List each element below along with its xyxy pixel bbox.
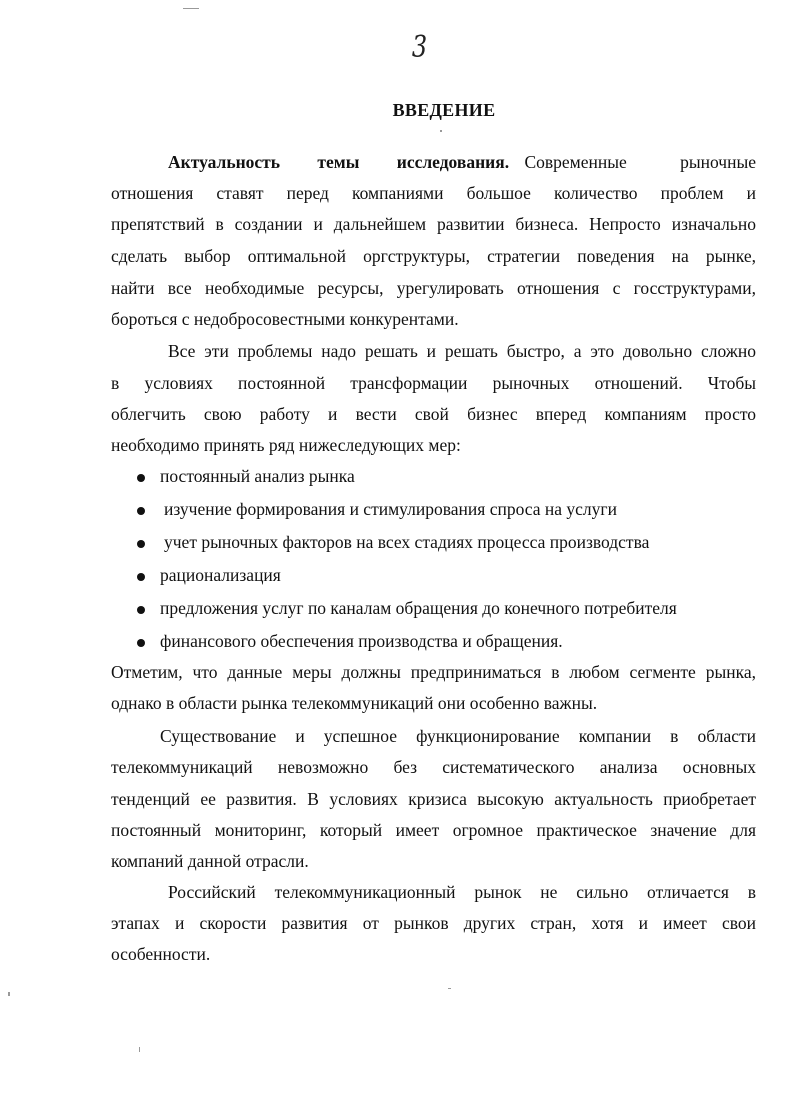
scan-speck (440, 130, 442, 132)
list-item: рационализация (160, 565, 281, 585)
para1-line-6: бороться с недобросовестными конкурентами. (111, 309, 459, 329)
list-item: предложения услуг по каналам обращения до конечного потребителя (160, 598, 677, 618)
para1-line-3: препятствий в создании и дальнейшем развитии бизнеса. Непросто изначально (111, 214, 756, 234)
para4-line-2: телекоммуникаций невозможно без систематического анализа основных (111, 757, 756, 777)
page-number: 3 (411, 30, 428, 65)
para1-line-5: найти все необходимые ресурсы, урегулировать отношения с госструктурами, (111, 278, 756, 298)
para1-line-4: сделать выбор оптимальной оргструктуры, стратегии поведения на рынке, (111, 246, 756, 266)
para4-line-4: постоянный мониторинг, который имеет огромное практическое значение для (111, 820, 756, 840)
scan-speck (448, 988, 451, 989)
bullet-dot-icon (137, 573, 145, 581)
para4-line-5: компаний данной отрасли. (111, 851, 309, 871)
para5-line-2: этапах и скорости развития от рынков других стран, хотя и имеет свои (111, 913, 756, 933)
bullet-dot-icon (137, 540, 145, 548)
para1-lead-bold: Актуальность темы исследования. (168, 152, 510, 172)
bullet-dot-icon (137, 474, 145, 482)
para2-line-1: Все эти проблемы надо решать и решать быстро, а это довольно сложно (168, 341, 756, 361)
list-item: финансового обеспечения производства и обращения. (160, 631, 563, 651)
bullet-dot-icon (137, 639, 145, 647)
para5-line-1: Российский телекоммуникационный рынок не сильно отличается в (168, 882, 756, 902)
bullet-dot-icon (137, 507, 145, 515)
para3-line-2: однако в области рынка телекоммуникаций они особенно важны. (111, 693, 598, 713)
para1-line-2: отношения ставят перед компаниями большое количество проблем и (111, 183, 756, 203)
list-item: постоянный анализ рынка (160, 466, 355, 486)
bullet-dot-icon (137, 606, 145, 614)
scan-mark (183, 8, 199, 9)
para1-line-1 (168, 152, 756, 172)
scan-speck (139, 1047, 140, 1052)
para4-line-3: тенденций ее развития. В условиях кризиса высокую актуальность приобретает (111, 789, 756, 809)
list-item: учет рыночных факторов на всех стадиях процесса производства (164, 532, 650, 552)
para2-line-4: необходимо принять ряд нижеследующих мер: (111, 435, 461, 455)
para3-line-1: Отметим, что данные меры должны предприниматься в любом сегменте рынка, (111, 662, 756, 682)
page-heading: ВВЕДЕНИЕ (392, 100, 496, 120)
para2-line-2: в условиях постоянной трансформации рыночных отношений. Чтобы (111, 373, 756, 393)
list-item: изучение формирования и стимулирования спроса на услуги (164, 499, 617, 519)
scan-speck (8, 992, 10, 996)
para4-line-1: Существование и успешное функционирование компании в области (160, 726, 756, 746)
para1-line-1-text: Современные рыночные (524, 152, 756, 172)
para5-line-3: особенности. (111, 944, 211, 964)
para2-line-3: облегчить свою работу и вести свой бизнес вперед компаниям просто (111, 404, 756, 424)
